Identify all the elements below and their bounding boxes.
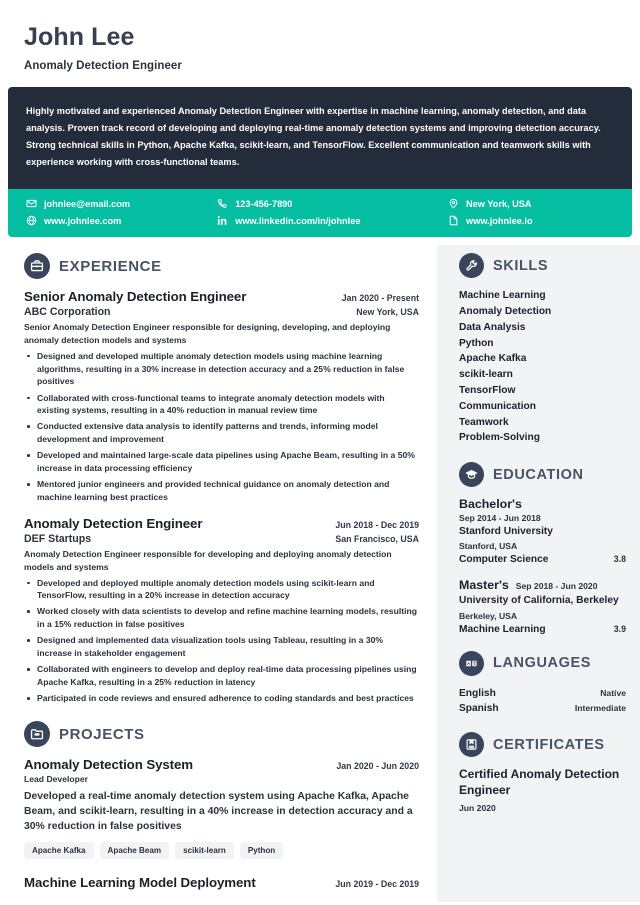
skill-item: Data Analysis xyxy=(459,321,526,333)
project-tag: Python xyxy=(240,842,283,859)
certificate-name: Certified Anomaly Detection Engineer xyxy=(459,767,620,798)
certificate-book-icon xyxy=(459,732,484,757)
project-description: Developed a real-time anomaly detection system using Apache Kafka, Apache Beam, and scikit-learn, resulting in a 40% increase in detection accuracy and a 30% reduction in false positives xyxy=(24,791,413,833)
project-date: Jun 2019 - Dec 2019 xyxy=(335,879,419,890)
experience-bullets xyxy=(24,350,419,504)
wrench-icon xyxy=(459,253,484,278)
skills-block xyxy=(459,253,626,446)
summary-banner xyxy=(8,87,632,189)
svg-text:A: A xyxy=(466,660,471,666)
education-gpa: 3.8 xyxy=(613,554,626,565)
project-entry xyxy=(24,875,419,890)
education-field: Machine Learning xyxy=(459,623,546,635)
skill-item: Machine Learning xyxy=(459,290,546,302)
education-entry xyxy=(459,497,626,565)
education-field: Computer Science xyxy=(459,554,549,566)
experience-date: Jan 2020 - Present xyxy=(341,293,419,304)
section-title-projects: PROJECTS xyxy=(59,725,145,743)
contact-email[interactable] xyxy=(26,198,217,209)
section-title-skills: SKILLS xyxy=(493,257,549,274)
skill-item: Python xyxy=(459,337,494,349)
language-row xyxy=(459,701,626,716)
resume-body xyxy=(0,245,640,902)
contact-location xyxy=(448,198,614,209)
contact-website[interactable] xyxy=(26,215,217,226)
education-entry xyxy=(459,578,626,634)
education-degree: Master's xyxy=(459,578,509,593)
contact-bar xyxy=(8,189,632,237)
contact-phone-text: 123-456-7890 xyxy=(235,198,293,209)
skill-item: Anomaly Detection xyxy=(459,305,552,317)
contact-email-text: johnlee@email.com xyxy=(44,198,131,209)
education-gpa: 3.9 xyxy=(613,623,626,634)
contact-linkedin[interactable] xyxy=(217,215,448,226)
education-location: Stanford, USA xyxy=(459,541,518,552)
project-tag: Apache Beam xyxy=(100,842,170,859)
summary-text: Highly motivated and experienced Anomaly Detection Engineer with expertise in machine learning, anomaly detection, and data analysis. Proven track record of developing and deploying real-time anomaly detection systems and improving detection accuracy. Strong technical skills in Python, Apache Kafka, scikit-learn, and TensorFlow. Excellent communication and teamwork skills with experience working with cross-functional teams. xyxy=(26,106,601,168)
skill-item: scikit-learn xyxy=(459,369,513,381)
bullet-item: Developed and deployed multiple anomaly detection models using scikit-learn and TensorFlow, resulting in a 20% increase in detection accuracy xyxy=(24,577,419,602)
education-location: Berkeley, USA xyxy=(459,610,518,621)
section-header-projects xyxy=(24,721,419,747)
language-name: English xyxy=(459,687,496,699)
language-level: Intermediate xyxy=(574,702,626,713)
sidebar-column xyxy=(437,245,640,902)
skill-item: TensorFlow xyxy=(459,384,516,396)
skill-item: Teamwork xyxy=(459,416,509,428)
bullet-item: Developed and maintained large-scale data pipelines using Apache Beam, resulting in a 50% increase in data processing efficiency xyxy=(24,449,419,474)
project-date: Jan 2020 - Jun 2020 xyxy=(336,761,419,771)
graduation-cap-icon xyxy=(459,462,484,487)
skill-item: Communication xyxy=(459,400,536,412)
experience-entry xyxy=(24,289,419,504)
translate-icon xyxy=(459,651,484,676)
svg-text:文: 文 xyxy=(472,660,477,666)
contact-location-text: New York, USA xyxy=(466,198,532,209)
section-header-languages xyxy=(459,651,626,676)
page-title: John Lee xyxy=(24,23,135,51)
education-degree: Bachelor's xyxy=(459,497,522,512)
folder-icon xyxy=(24,721,50,747)
section-header-experience xyxy=(24,253,419,279)
contact-portfolio[interactable] xyxy=(448,215,614,226)
phone-icon xyxy=(217,198,228,209)
section-header-certificates xyxy=(459,732,626,757)
linkedin-icon xyxy=(217,215,228,226)
certificates-block xyxy=(459,732,626,813)
experience-title: Anomaly Detection Engineer xyxy=(24,515,203,531)
experience-location: New York, USA xyxy=(356,307,419,318)
bullet-item: Designed and developed multiple anomaly detection models using machine learning algorithms, resulting in a 30% increase in detection accuracy and a 25% reduction in false positives xyxy=(24,350,419,388)
language-name: Spanish xyxy=(459,702,499,714)
contact-phone[interactable] xyxy=(217,198,448,209)
project-tag: Apache Kafka xyxy=(24,842,94,859)
experience-organization: ABC Corporation xyxy=(24,306,111,319)
languages-block xyxy=(459,651,626,717)
project-entry xyxy=(24,757,419,859)
certificate-date: Jun 2020 xyxy=(459,802,496,813)
project-tag: scikit-learn xyxy=(175,842,234,859)
envelope-icon xyxy=(26,198,37,209)
experience-title: Senior Anomaly Detection Engineer xyxy=(24,289,247,305)
section-title-languages: LANGUAGES xyxy=(493,655,592,672)
section-header-skills xyxy=(459,253,626,278)
bullet-item: Collaborated with cross-functional teams to integrate anomaly detection models with existing systems, resulting in a 40% reduction in manual review time xyxy=(24,392,419,417)
skill-item: Problem-Solving xyxy=(459,432,540,444)
resume-header xyxy=(0,0,640,72)
experience-bullets xyxy=(24,577,419,705)
language-level: Native xyxy=(600,687,626,698)
experience-date: Jun 2018 - Dec 2019 xyxy=(335,519,419,530)
main-column xyxy=(0,245,437,902)
experience-entry xyxy=(24,516,419,705)
bullet-item: Mentored junior engineers and provided technical guidance on anomaly detection and machine learning best practices xyxy=(24,478,419,503)
bullet-item: Designed and implemented data visualization tools using Tableau, resulting in a 30% increase in stakeholder engagement xyxy=(24,634,419,659)
project-role: Lead Developer xyxy=(24,774,88,784)
page-icon xyxy=(448,215,459,226)
education-date: Sep 2014 - Jun 2018 xyxy=(459,513,541,524)
contact-portfolio-text: www.johnlee.io xyxy=(466,215,533,226)
experience-location: San Francisco, USA xyxy=(335,533,419,544)
bullet-item: Participated in code reviews and ensured adherence to coding standards and best practices xyxy=(24,692,419,705)
section-title-certificates: CERTIFICATES xyxy=(493,736,605,753)
education-block xyxy=(459,462,626,635)
map-pin-icon xyxy=(448,198,459,209)
section-header-education xyxy=(459,462,626,487)
education-school: University of California, Berkeley xyxy=(459,595,619,607)
briefcase-icon xyxy=(24,253,50,279)
globe-icon xyxy=(26,215,37,226)
bullet-item: Collaborated with engineers to develop and deploy real-time data processing pipelines using Apache Kafka, resulting in a 25% reduction in latency xyxy=(24,663,419,688)
section-title-experience: EXPERIENCE xyxy=(59,257,162,275)
project-title: Anomaly Detection System xyxy=(24,757,194,772)
bullet-item: Worked closely with data scientists to develop and refine machine learning models, resulting in a 15% reduction in false positives xyxy=(24,605,419,630)
education-school: Stanford University xyxy=(459,526,553,538)
header-job-title: Anomaly Detection Engineer xyxy=(24,60,182,72)
project-title: Machine Learning Model Deployment xyxy=(24,875,256,891)
skill-item: Apache Kafka xyxy=(459,353,527,365)
experience-description: Senior Anomaly Detection Engineer responsible for designing, developing, and deploying anomaly detection models and systems xyxy=(24,322,391,345)
experience-organization: DEF Startups xyxy=(24,532,92,545)
bullet-item: Conducted extensive data analysis to identify patterns and trends, informing model development and improvement xyxy=(24,420,419,445)
contact-linkedin-text: www.linkedin.com/in/johnlee xyxy=(235,215,361,226)
experience-description: Anomaly Detection Engineer responsible for developing and deploying anomaly detection models and systems xyxy=(24,548,392,572)
contact-website-text: www.johnlee.com xyxy=(44,215,122,226)
project-tags xyxy=(24,842,419,859)
language-row xyxy=(459,686,626,701)
section-title-education: EDUCATION xyxy=(493,466,584,483)
education-date: Sep 2018 - Jun 2020 xyxy=(515,581,598,592)
